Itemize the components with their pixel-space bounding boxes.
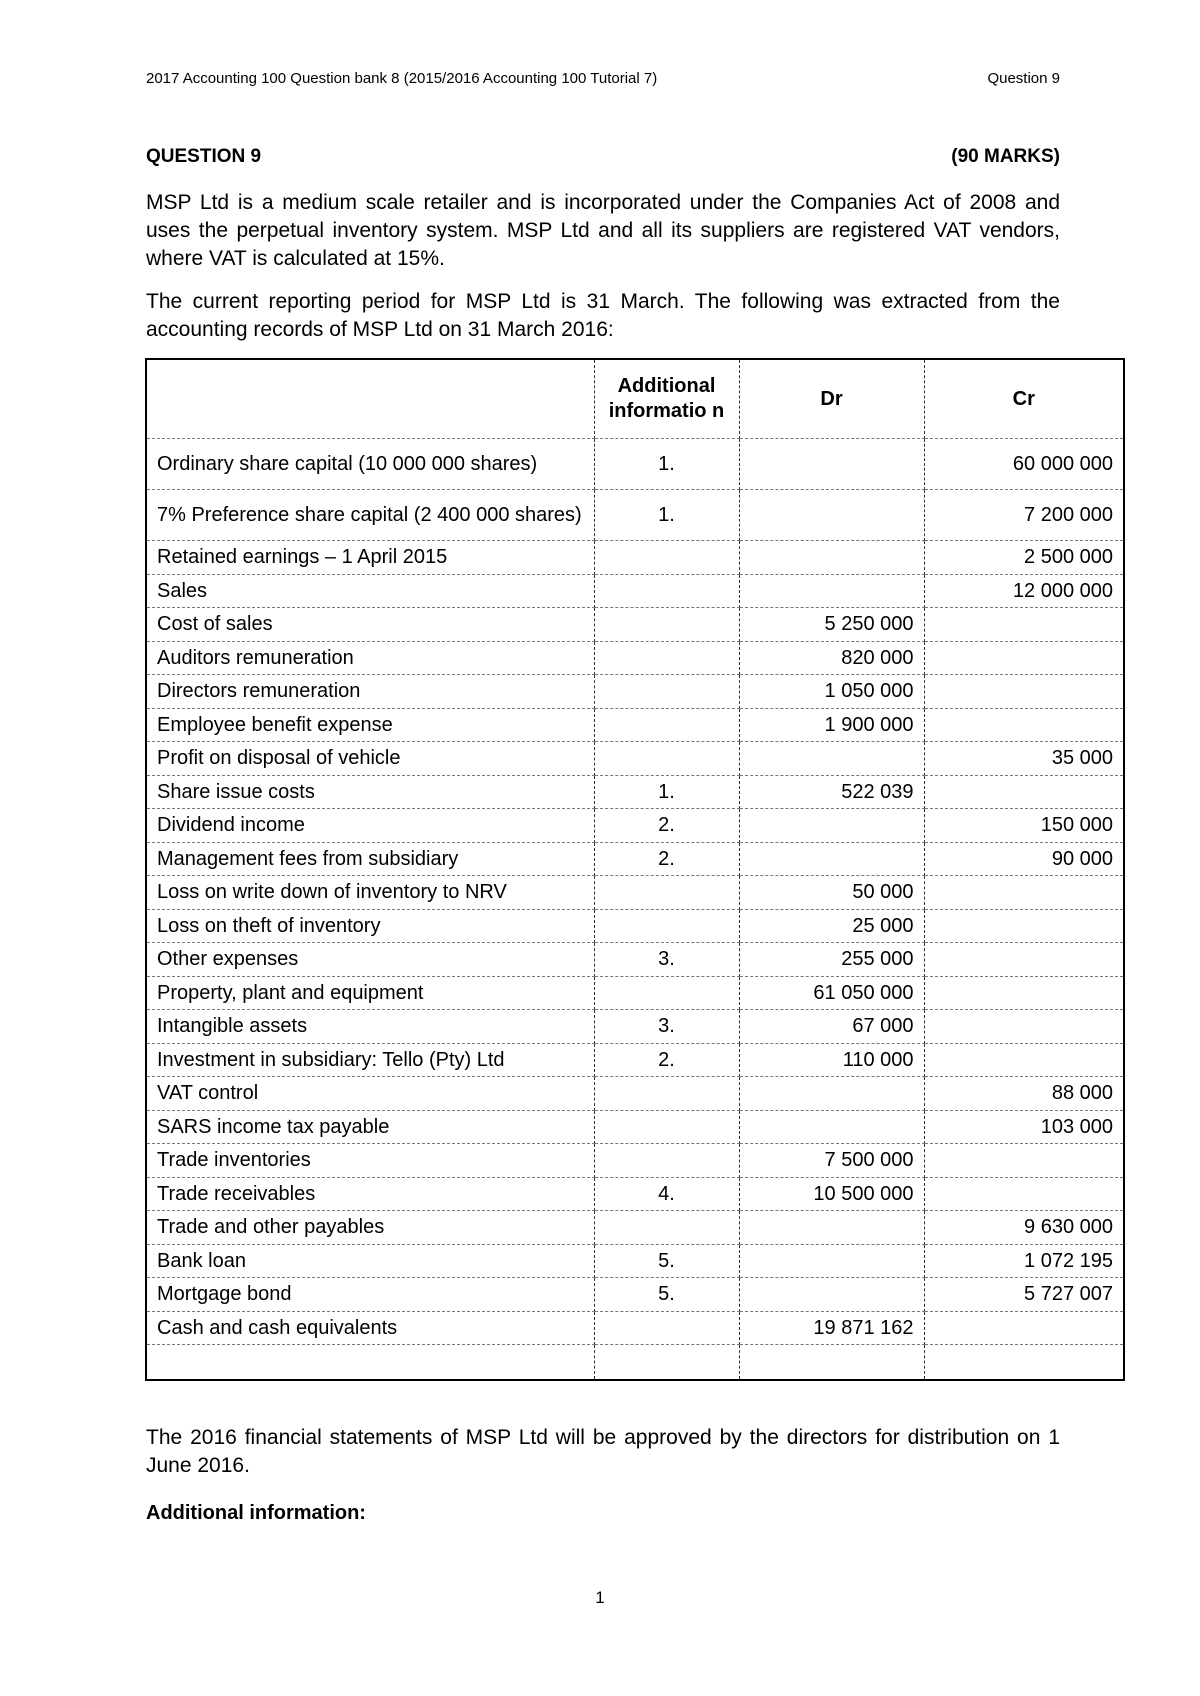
row-additional-info (594, 608, 739, 642)
row-dr-amount: 61 050 000 (739, 976, 924, 1010)
row-description: Employee benefit expense (146, 708, 594, 742)
trial-balance-table (145, 358, 1125, 1381)
row-dr-amount (739, 439, 924, 490)
row-dr-amount (739, 809, 924, 843)
row-cr-amount: 2 500 000 (924, 541, 1124, 575)
table-row (146, 641, 1124, 675)
row-cr-amount (924, 1311, 1124, 1345)
row-dr-amount: 25 000 (739, 909, 924, 943)
header-additional-info: Additional informatio n (594, 359, 739, 439)
row-additional-info: 1. (594, 439, 739, 490)
table-empty-row (146, 1345, 1124, 1381)
row-cr-amount (924, 1010, 1124, 1044)
row-cr-amount: 150 000 (924, 809, 1124, 843)
row-additional-info (594, 909, 739, 943)
table-row (146, 574, 1124, 608)
table-row (146, 1278, 1124, 1312)
page-header (146, 70, 1060, 87)
table-row (146, 490, 1124, 541)
row-cr-amount (924, 1177, 1124, 1211)
row-description: Sales (146, 574, 594, 608)
row-dr-amount (739, 490, 924, 541)
row-cr-amount: 60 000 000 (924, 439, 1124, 490)
row-description: Retained earnings – 1 April 2015 (146, 541, 594, 575)
row-cr-amount: 103 000 (924, 1110, 1124, 1144)
table-row (146, 708, 1124, 742)
row-description: Cash and cash equivalents (146, 1311, 594, 1345)
row-cr-amount: 7 200 000 (924, 490, 1124, 541)
row-dr-amount: 10 500 000 (739, 1177, 924, 1211)
row-additional-info: 1. (594, 490, 739, 541)
row-description: Bank loan (146, 1244, 594, 1278)
row-additional-info: 2. (594, 1043, 739, 1077)
row-description: Share issue costs (146, 775, 594, 809)
table-row (146, 1211, 1124, 1245)
row-additional-info (594, 675, 739, 709)
table-row (146, 1110, 1124, 1144)
row-cr-amount (924, 876, 1124, 910)
row-dr-amount: 1 050 000 (739, 675, 924, 709)
table-row (146, 976, 1124, 1010)
table-row (146, 809, 1124, 843)
row-dr-amount (739, 574, 924, 608)
question-title: QUESTION 9 (146, 146, 262, 167)
table-row (146, 1010, 1124, 1044)
row-additional-info: 5. (594, 1278, 739, 1312)
table-row (146, 1043, 1124, 1077)
table-row (146, 742, 1124, 776)
row-dr-amount: 110 000 (739, 1043, 924, 1077)
row-dr-amount: 522 039 (739, 775, 924, 809)
question-marks: (90 MARKS) (951, 146, 1060, 167)
row-dr-amount (739, 1244, 924, 1278)
row-additional-info (594, 1311, 739, 1345)
table-row (146, 909, 1124, 943)
row-description: Mortgage bond (146, 1278, 594, 1312)
row-dr-amount (739, 1278, 924, 1312)
row-additional-info: 3. (594, 943, 739, 977)
row-cr-amount (924, 909, 1124, 943)
row-dr-amount: 67 000 (739, 1010, 924, 1044)
row-description: Auditors remuneration (146, 641, 594, 675)
table-row (146, 1311, 1124, 1345)
table-row (146, 1077, 1124, 1111)
table-row (146, 842, 1124, 876)
row-dr-amount: 1 900 000 (739, 708, 924, 742)
table-row (146, 876, 1124, 910)
header-description (146, 359, 594, 439)
row-dr-amount (739, 1211, 924, 1245)
table-row (146, 1244, 1124, 1278)
row-dr-amount (739, 1110, 924, 1144)
row-dr-amount: 50 000 (739, 876, 924, 910)
header-cr: Cr (924, 359, 1124, 439)
row-cr-amount: 9 630 000 (924, 1211, 1124, 1245)
table-header-row (146, 359, 1124, 439)
row-dr-amount (739, 842, 924, 876)
row-additional-info (594, 574, 739, 608)
row-cr-amount (924, 608, 1124, 642)
row-additional-info (594, 708, 739, 742)
empty-cell (739, 1345, 924, 1381)
row-description: Trade receivables (146, 1177, 594, 1211)
row-dr-amount (739, 1077, 924, 1111)
table-row (146, 775, 1124, 809)
table-row (146, 675, 1124, 709)
row-additional-info: 1. (594, 775, 739, 809)
header-question-label: Question 9 (987, 70, 1060, 87)
row-additional-info: 5. (594, 1244, 739, 1278)
row-additional-info: 3. (594, 1010, 739, 1044)
row-cr-amount (924, 976, 1124, 1010)
row-additional-info (594, 1110, 739, 1144)
row-description: Profit on disposal of vehicle (146, 742, 594, 776)
row-dr-amount (739, 742, 924, 776)
row-description: VAT control (146, 1077, 594, 1111)
additional-info-heading: Additional information: (146, 1502, 366, 1524)
row-additional-info (594, 1144, 739, 1178)
row-dr-amount: 5 250 000 (739, 608, 924, 642)
empty-cell (146, 1345, 594, 1381)
row-cr-amount: 12 000 000 (924, 574, 1124, 608)
row-cr-amount (924, 943, 1124, 977)
row-cr-amount: 88 000 (924, 1077, 1124, 1111)
row-cr-amount (924, 708, 1124, 742)
row-description: SARS income tax payable (146, 1110, 594, 1144)
row-additional-info (594, 1211, 739, 1245)
row-additional-info (594, 876, 739, 910)
row-description: Ordinary share capital (10 000 000 shares) (146, 439, 594, 490)
empty-cell (924, 1345, 1124, 1381)
row-cr-amount: 90 000 (924, 842, 1124, 876)
row-description: Management fees from subsidiary (146, 842, 594, 876)
row-additional-info (594, 742, 739, 776)
page-number: 1 (595, 1588, 605, 1607)
row-description: Loss on write down of inventory to NRV (146, 876, 594, 910)
row-description: Dividend income (146, 809, 594, 843)
row-description: Investment in subsidiary: Tello (Pty) Ltd (146, 1043, 594, 1077)
row-description: Loss on theft of inventory (146, 909, 594, 943)
table-row (146, 943, 1124, 977)
intro-paragraph: MSP Ltd is a medium scale retailer and is incorporated under the Companies Act of 2008 and uses the perpetual inventory system. MSP Ltd and all its suppliers are registered VAT vendors, where VAT is calculated at 15%. (146, 191, 1060, 270)
row-cr-amount (924, 1043, 1124, 1077)
row-description: Other expenses (146, 943, 594, 977)
header-dr: Dr (739, 359, 924, 439)
row-cr-amount (924, 775, 1124, 809)
row-dr-amount: 255 000 (739, 943, 924, 977)
table-body (146, 439, 1124, 1381)
row-cr-amount: 35 000 (924, 742, 1124, 776)
row-additional-info (594, 541, 739, 575)
row-description: 7% Preference share capital (2 400 000 shares) (146, 490, 594, 541)
row-additional-info (594, 976, 739, 1010)
period-paragraph: The current reporting period for MSP Ltd is 31 March. The following was extracted from the accounting records of MSP Ltd on 31 March 2016: (146, 290, 1060, 341)
row-dr-amount: 19 871 162 (739, 1311, 924, 1345)
row-description: Trade inventories (146, 1144, 594, 1178)
approval-paragraph: The 2016 financial statements of MSP Ltd will be approved by the directors for distribution on 1 June 2016. (146, 1426, 1060, 1477)
empty-cell (594, 1345, 739, 1381)
table-row (146, 1144, 1124, 1178)
row-dr-amount (739, 541, 924, 575)
header-title: 2017 Accounting 100 Question bank 8 (2015/2016 Accounting 100 Tutorial 7) (146, 70, 658, 87)
row-additional-info (594, 641, 739, 675)
row-description: Property, plant and equipment (146, 976, 594, 1010)
row-additional-info: 2. (594, 809, 739, 843)
table-row (146, 1177, 1124, 1211)
row-description: Cost of sales (146, 608, 594, 642)
row-cr-amount: 1 072 195 (924, 1244, 1124, 1278)
row-additional-info (594, 1077, 739, 1111)
row-additional-info: 2. (594, 842, 739, 876)
row-cr-amount (924, 675, 1124, 709)
row-description: Intangible assets (146, 1010, 594, 1044)
row-dr-amount: 820 000 (739, 641, 924, 675)
question-heading (146, 146, 1060, 168)
table-row (146, 608, 1124, 642)
row-dr-amount: 7 500 000 (739, 1144, 924, 1178)
table-row (146, 541, 1124, 575)
row-description: Trade and other payables (146, 1211, 594, 1245)
table-row (146, 439, 1124, 490)
row-cr-amount (924, 641, 1124, 675)
row-cr-amount (924, 1144, 1124, 1178)
row-additional-info: 4. (594, 1177, 739, 1211)
row-cr-amount: 5 727 007 (924, 1278, 1124, 1312)
row-description: Directors remuneration (146, 675, 594, 709)
